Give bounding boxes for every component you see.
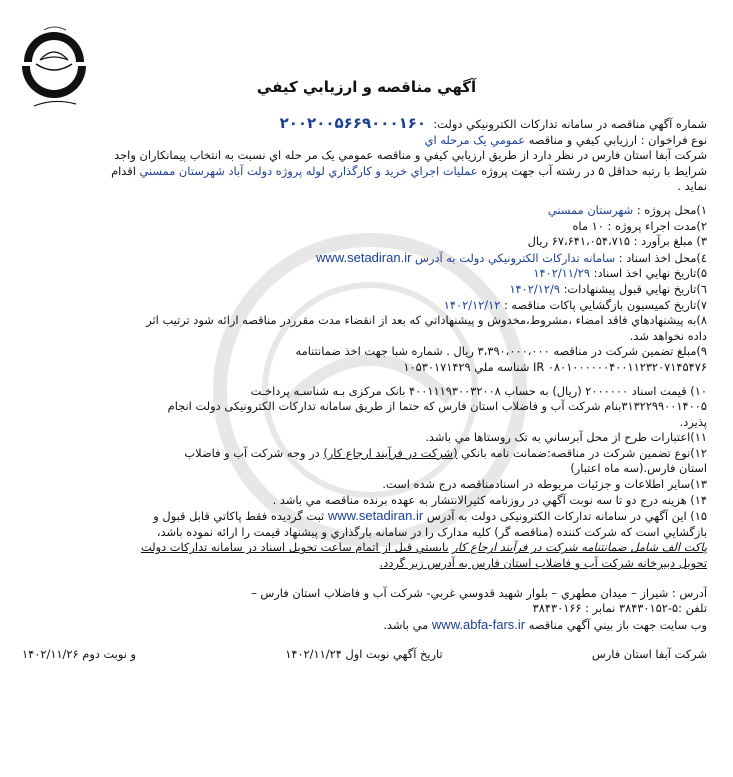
item-5 bbox=[22, 266, 707, 282]
intro-part-d: اقدام bbox=[111, 163, 136, 178]
item-3: ۳) مبلغ برآورد : ۶۷،۶۴۱،۰۵۴،۷۱۵ ريال bbox=[527, 234, 707, 249]
item-15-line-1 bbox=[22, 508, 707, 525]
item-7 bbox=[22, 298, 707, 314]
item-6-value: ۱۴۰۲/۱۲/۹ bbox=[509, 281, 560, 296]
item-6-label: ٦)تاريخ نهايي قبول پيشنهادات: bbox=[563, 281, 707, 296]
call-type-label: نوع فراخوان : ارزيابي كيفي و مناقصه bbox=[528, 132, 707, 147]
item-12-part-a: ۱۲)نوع تضمين شركت در مناقصه:ضمانت نامه بانكي bbox=[461, 445, 707, 460]
spacer bbox=[22, 376, 707, 384]
item-4 bbox=[22, 250, 707, 267]
item-4-value: سامانه تداركات الكترونيكي دولت به آدرس bbox=[415, 250, 616, 265]
contact-phone: تلفن :۵-۳۸۴۳۰۱۵۲ نمابر : ۳۸۴۳۰۱۶۶ bbox=[532, 601, 707, 616]
website-suffix: مي باشد. bbox=[383, 617, 429, 632]
item-10-line-1: ۱۰) قيمت اسناد ۲۰۰۰۰۰۰ (ريال) به حساب ۴۰۰۱۱۱۹۳۰۰۳۲۰۰۸ بانک مرکزی بـه شناسـه پرداخـت bbox=[250, 383, 707, 398]
intro-line-1: شركت آبفا استان فارس در نظر دارد از طريق ارزيابي كيفي و مناقصه عمومي يک مر حله اي نسبت به انتخاب پيمانكاران واجد bbox=[114, 148, 707, 163]
item-5-label: ۵)تاريخ نهايي اخذ اسناد: bbox=[593, 266, 707, 281]
footer-row bbox=[22, 647, 707, 663]
tender-number-line bbox=[22, 116, 707, 133]
item-12-part-c: در وجه شركت آب و فاضلاب bbox=[184, 445, 320, 460]
item-12-part-b: (شركت در فرآيند ارجاع كار) bbox=[323, 445, 458, 460]
website-label: وب سايت جهت باز بيني آگهي مناقصه bbox=[528, 617, 707, 632]
item-8-line-2: داده نخواهد شد. bbox=[629, 328, 707, 343]
contact-website bbox=[22, 617, 707, 634]
item-13: ۱۳)ساير اطلاعات و جزئيات مربوطه در اسنادمناقصه درج شده است. bbox=[382, 477, 707, 492]
footer-first-date: تاريخ آگهي نوبت اول ۱۴۰۲/۱۱/۲۴ bbox=[285, 647, 443, 662]
call-type-value: عمومي يک مرحله اي bbox=[424, 132, 526, 147]
intro-part-c: پروژه دولت آباد شهرستان ممسني bbox=[139, 163, 303, 178]
item-15-line-4: تحويل دبيرخانه شركت آب و فاضلاب استان فارس به آدرس زير گردد. bbox=[379, 556, 707, 571]
item-4-label: ٤)محل اخذ اسناد : bbox=[618, 250, 707, 265]
spacer bbox=[22, 572, 707, 586]
setadiran-link-2[interactable]: www.setadiran.ir bbox=[327, 508, 424, 524]
item-15-line-2: بازگشايي است كه شركت كننده (مناقصه گر) كليه مدارک را در سامانه بارگذاري و پيشنهاد قيمت را ارائه نموده باشد، bbox=[156, 524, 707, 539]
intro-line-2 bbox=[22, 164, 707, 180]
item-9-line-1: ۹)مبلغ تضمين شركت در مناقصه ۳،۳۹۰،۰۰۰،۰۰۰ ريال . شماره شبا جهت اخذ ضمانتنامه bbox=[295, 344, 707, 359]
item-11: ۱۱)اعتبارات طرح از محل آبرساني به تک روستاها مي باشد. bbox=[425, 430, 707, 445]
notice-body bbox=[22, 116, 707, 663]
spacer bbox=[22, 195, 707, 203]
item-15-part-c: پاكت الف شامل ضمانتنامه شركت در فرآيند ارجاع كار bbox=[452, 540, 707, 555]
contact-address: آدرس : شيراز – ميدان مطهري – بلوار شهيد قدوسي غربي- شركت آب و فاضلاب استان فارس – bbox=[251, 585, 707, 600]
item-2: ۲)مدت اجراء پروژه : ۱۰ ماه bbox=[572, 218, 707, 233]
footer-company: شركت آبفا استان فارس bbox=[591, 647, 707, 662]
item-15-part-a: ۱۵) اين آگهي در سامانه تدارکات الکترونیکی دولت به آدرس bbox=[426, 509, 707, 524]
item-6 bbox=[22, 282, 707, 298]
item-15-line-3 bbox=[22, 540, 707, 556]
item-12-line-2: استان فارس.(سه ماه اعتبار) bbox=[570, 461, 707, 476]
abfa-logo bbox=[14, 14, 94, 114]
item-1-label: ۱)محل پروژه : bbox=[636, 202, 707, 217]
item-1-value: شهرستان ممسني bbox=[547, 202, 634, 217]
footer-second-date: و نوبت دوم ۱۴۰۲/۱۱/۲۶ bbox=[22, 647, 137, 662]
tender-number-label: شماره آگهي مناقصه در سامانه تداركات الكترونيكي دولت: bbox=[433, 117, 707, 131]
intro-line-3: نمايد . bbox=[677, 179, 707, 194]
item-10-line-3: پذيرد. bbox=[679, 414, 707, 429]
setadiran-link[interactable]: www.setadiran.ir bbox=[316, 249, 412, 265]
item-1 bbox=[22, 203, 707, 219]
item-15-part-d: بايستي قبل از اتمام ساعت تحويل اسناد در سامانه تداركات دولت bbox=[140, 540, 449, 555]
item-9-line-2: IR ۰۸۰۱۰۰۰۰۰۰۴۰۰۱۱۲۳۲۰۷۱۴۵۴۷۶ شناسه ملي ۱۰۵۳۰۱۷۱۴۲۹ bbox=[403, 359, 707, 374]
abfa-website-link[interactable]: www.abfa-fars.ir bbox=[431, 616, 526, 632]
item-7-label: ۷)تاريخ كميسيون بازگشايي پاكات مناقصه : bbox=[503, 297, 707, 312]
item-8-line-1: ۸)به پيشنهادهاي فاقد امضاء ،مشروط،مخدوش و پيشنهاداتي كه بعد از انقضاء مدت مقرردر مناقصه ارائه شود ترتيب اثر bbox=[146, 313, 707, 328]
page-title: آگهي مناقصه و ارزيابي كيفي bbox=[256, 78, 477, 96]
call-type-line bbox=[22, 133, 707, 149]
item-7-value: ۱۴۰۲/۱۲/۱۲ bbox=[443, 297, 501, 312]
abfa-emblem-icon bbox=[14, 14, 94, 114]
spacer bbox=[22, 633, 707, 647]
item-14: ۱۴) هزينه درج دو تا سه نوبت آگهي در روزنامه كثيرالانتشار به عهده برنده مناقصه مي باشد . bbox=[272, 492, 707, 507]
intro-part-a: شرايط با رتبه حداقل ۵ در رشته آب جهت پروژه bbox=[481, 163, 707, 178]
intro-part-b: عمليات اجراي خريد و كارگذاري لوله bbox=[305, 163, 478, 178]
tender-number: ۲۰۰۲۰۰۵۶۶۹۰۰۰۱۶۰ bbox=[279, 116, 427, 132]
item-12-line-1 bbox=[22, 446, 707, 462]
item-15-part-b: ثبت گرديده فقط پاكاتي قابل قبول و bbox=[153, 509, 325, 524]
item-10-line-2: ۳۱۳۲۲۹۹۰۰۱۴۰۰۵بنام شركت آب و فاضلاب استان فارس كه حتما از طريق سامانه تدارکات الکترونیکی دولت انجام bbox=[167, 399, 707, 414]
item-5-value: ۱۴۰۲/۱۱/۲۹ bbox=[533, 266, 590, 281]
